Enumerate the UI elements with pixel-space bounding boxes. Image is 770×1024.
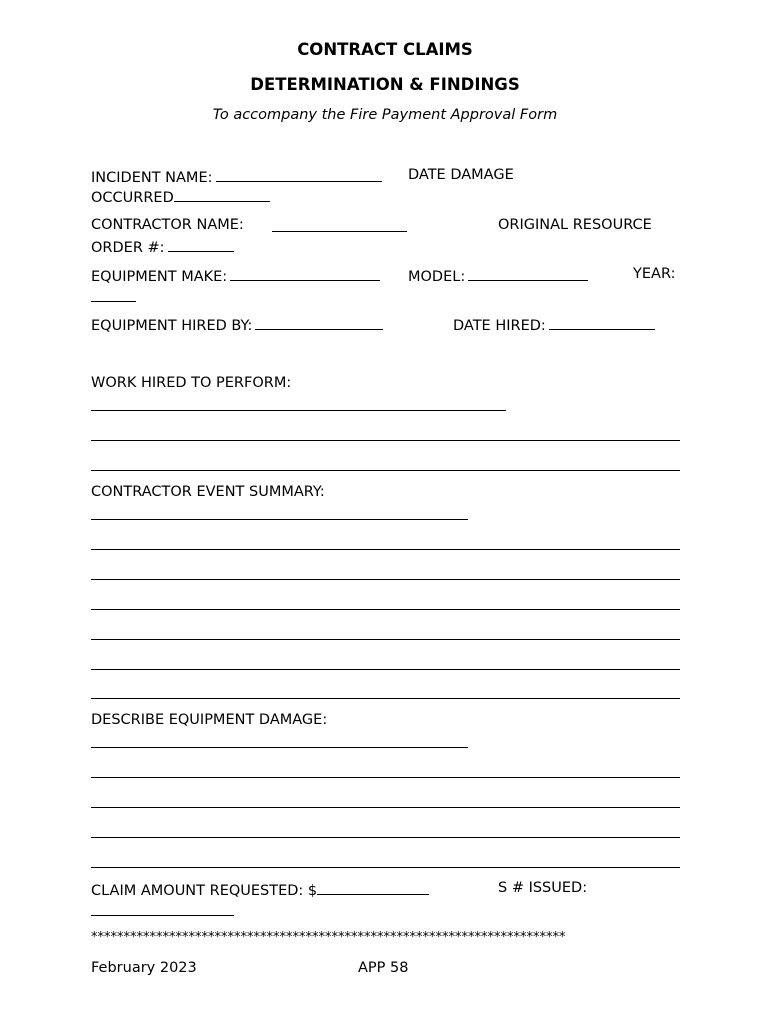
equipment-damage-label: DESCRIBE EQUIPMENT DAMAGE: <box>91 712 328 728</box>
order-number-label: ORDER #: <box>91 240 165 256</box>
equipment-damage-line[interactable] <box>91 777 680 778</box>
event-summary-line[interactable] <box>91 669 680 670</box>
equipment-make-field <box>91 266 380 285</box>
original-resource-label: ORIGINAL RESOURCE <box>498 217 652 233</box>
claim-amount-blank[interactable] <box>317 880 429 895</box>
incident-name-blank[interactable] <box>216 167 382 182</box>
footer-code: APP 58 <box>358 960 409 976</box>
model-blank[interactable] <box>468 266 588 281</box>
year-blank[interactable] <box>91 287 136 302</box>
work-hired-line[interactable] <box>91 410 506 411</box>
s-issued-label: S # ISSUED: <box>498 880 588 896</box>
equipment-make-label: EQUIPMENT MAKE: <box>91 269 228 285</box>
contractor-name-field <box>272 217 407 236</box>
form-title: CONTRACT CLAIMS <box>297 40 473 59</box>
event-summary-label: CONTRACTOR EVENT SUMMARY: <box>91 484 325 500</box>
equipment-hired-by-label: EQUIPMENT HIRED BY: <box>91 318 253 334</box>
contractor-name-label: CONTRACTOR NAME: <box>91 217 244 233</box>
separator-stars: ************************************************************************* <box>91 930 566 945</box>
date-hired-blank[interactable] <box>549 315 655 330</box>
form-note: To accompany the Fire Payment Approval Form <box>212 107 558 123</box>
equipment-hired-by-blank[interactable] <box>255 315 383 330</box>
occurred-label: OCCURRED <box>91 190 174 206</box>
incident-name-label: INCIDENT NAME: <box>91 170 213 186</box>
contractor-name-blank[interactable] <box>272 217 407 232</box>
work-hired-line[interactable] <box>91 470 680 471</box>
equipment-hired-by-field <box>91 315 383 334</box>
work-hired-label: WORK HIRED TO PERFORM: <box>91 375 292 391</box>
year-field <box>91 287 136 306</box>
equipment-make-blank[interactable] <box>230 266 380 281</box>
form-subtitle: DETERMINATION & FINDINGS <box>250 75 520 94</box>
claim-amount-field <box>91 880 429 899</box>
equipment-damage-line[interactable] <box>91 867 680 868</box>
model-field <box>408 266 588 285</box>
order-number-field <box>91 237 234 256</box>
occurred-blank[interactable] <box>174 187 270 202</box>
occurred-field <box>91 187 270 206</box>
event-summary-line[interactable] <box>91 639 680 640</box>
date-damage-label: DATE DAMAGE <box>408 167 514 183</box>
incident-name-field <box>91 167 382 186</box>
date-hired-field <box>453 315 655 334</box>
s-issued-field <box>91 901 234 920</box>
equipment-damage-line[interactable] <box>91 807 680 808</box>
event-summary-line[interactable] <box>91 698 680 699</box>
work-hired-line[interactable] <box>91 440 680 441</box>
event-summary-line[interactable] <box>91 579 680 580</box>
order-number-blank[interactable] <box>168 237 234 252</box>
event-summary-line[interactable] <box>91 609 680 610</box>
event-summary-line[interactable] <box>91 519 468 520</box>
model-label: MODEL: <box>408 269 466 285</box>
s-issued-blank[interactable] <box>91 901 234 916</box>
year-label: YEAR: <box>633 266 676 282</box>
equipment-damage-line[interactable] <box>91 837 680 838</box>
footer-date: February 2023 <box>91 960 197 976</box>
date-hired-label: DATE HIRED: <box>453 318 546 334</box>
equipment-damage-line[interactable] <box>91 747 468 748</box>
claim-amount-label: CLAIM AMOUNT REQUESTED: $ <box>91 883 318 899</box>
event-summary-line[interactable] <box>91 549 680 550</box>
